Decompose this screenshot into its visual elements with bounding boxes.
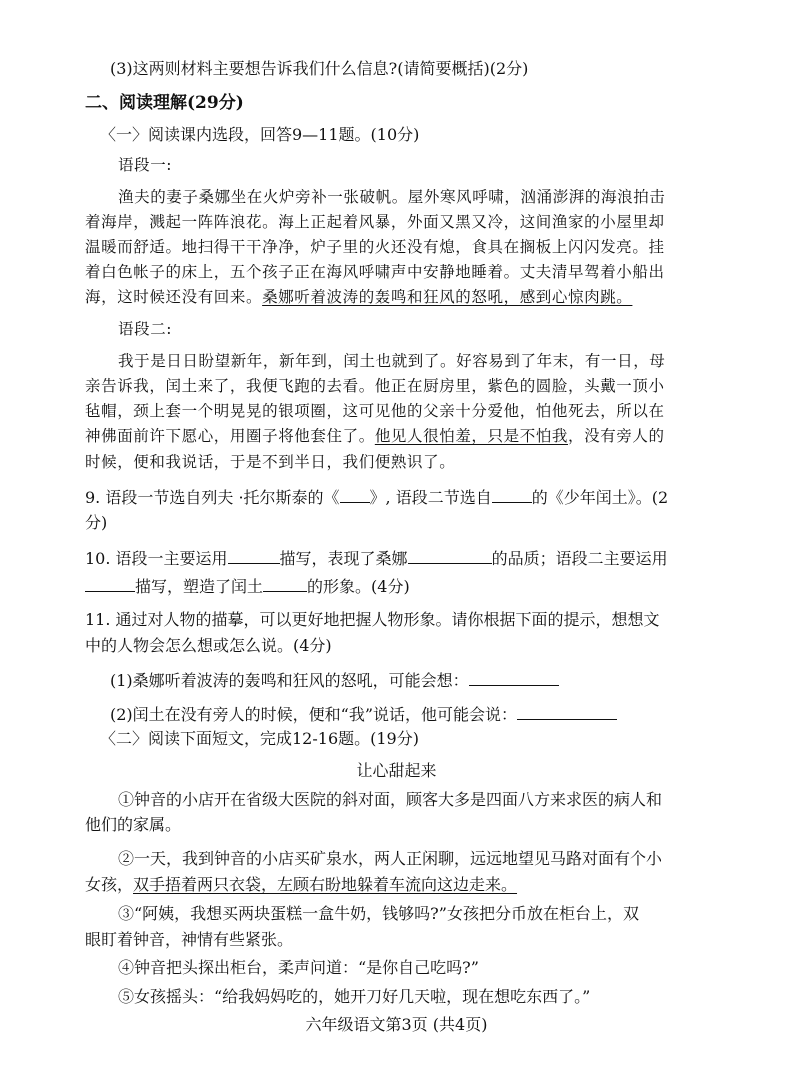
- q10-text: 的品质；语段二主要运用: [491, 549, 668, 568]
- underlined-sentence: 双手捂着两只衣袋，左顾右盼地躲着车流向这边走来。: [133, 875, 518, 894]
- part1-intro: 〈一〉阅读课内选段，回答9—11题。(10分): [100, 125, 420, 144]
- answer-blank[interactable]: [469, 669, 559, 686]
- passage1-line: [85, 286, 632, 308]
- question-10: [85, 547, 668, 570]
- passage1-line: 渔夫的妻子桑娜坐在火炉旁补一张破帆。屋外寒风呼啸，汹涌澎湃的海浪拍击: [118, 188, 666, 206]
- passage1-line: 着白色帐子的床上，五个孩子正在海风呼啸声中安静地睡着。丈夫清早驾着小船出: [85, 263, 665, 281]
- passage1-line: 着海岸，溅起一阵阵浪花。海上正起着风暴，外面又黑又冷，这间渔家的小屋里却: [85, 213, 665, 231]
- passage1-label: 语段一:: [118, 156, 173, 174]
- underlined-sentence: 桑娜听着波涛的轰鸣和狂风的怒吼，感到心惊肉跳。: [262, 288, 633, 306]
- question-9: [85, 486, 668, 509]
- passage1-line: 温暖而舒适。地扫得干干净净，炉子里的火还没有熄，食具在搁板上闪闪发亮。挂: [85, 238, 665, 256]
- answer-blank[interactable]: [340, 486, 370, 503]
- answer-blank[interactable]: [408, 547, 492, 564]
- article-paragraph: ④钟音把头探出柜台，柔声问道：“是你自己吃吗?”: [118, 958, 479, 977]
- q11-text: (2)闰土在没有旁人的时候，便和“我”说话，他可能会说：: [110, 705, 518, 724]
- passage2-line: [85, 425, 665, 447]
- article-paragraph: 他们的家属。: [85, 815, 182, 834]
- question-11-cont: 中的人物会怎么想或怎么说。(4分): [85, 636, 332, 655]
- question-3: (3)这两则材料主要想告诉我们什么信息?(请简要概括)(2分): [110, 59, 529, 78]
- passage2-text: ，没有旁人的: [568, 427, 665, 445]
- q9-text: 》, 语段二节选自: [369, 488, 492, 507]
- passage2-line: 亲告诉我，闰土来了，我便飞跑的去看。他正在厨房里，紫色的圆脸，头戴一顶小: [85, 377, 665, 395]
- q10-text: 描写，塑造了闰土: [135, 577, 264, 596]
- article-title: 让心甜起来: [356, 761, 437, 780]
- article-paragraph: ②一天，我到钟音的小店买矿泉水，两人正闲聊，远远地望见马路对面有个小: [118, 849, 663, 868]
- q9-text: 的《少年闰土》。(2: [531, 488, 669, 507]
- answer-blank[interactable]: [228, 547, 280, 564]
- question-10-cont: [85, 575, 410, 598]
- article-paragraph: ①钟音的小店开在省级大医院的斜对面，顾客大多是四面八方来求医的病人和: [118, 790, 663, 809]
- passage2-text: 神佛面前许下愿心，用圈子将他套住了。: [85, 427, 375, 445]
- article-paragraph: ⑤女孩摇头：“给我妈妈吃的，她开刀好几天啦，现在想吃东西了。”: [118, 987, 591, 1006]
- passage2-line: 我于是日日盼望新年，新年到，闰土也就到了。好容易到了年末，有一日，母: [118, 352, 666, 370]
- article-paragraph: [85, 874, 517, 896]
- q10-text: 描写，表现了桑娜: [279, 549, 408, 568]
- article-paragraph: 眼盯着钟音，神情有些紧张。: [85, 930, 294, 949]
- passage2-line: 毡帽，颈上套一个明晃晃的银项圈，这可见他的父亲十分爱他，怕他死去，所以在: [85, 402, 665, 420]
- passage2-line: 时候，便和我说话，于是不到半日，我们便熟识了。: [85, 453, 456, 471]
- question-11-sub2: [110, 703, 617, 726]
- q10-text: 的形象。(4分): [307, 577, 410, 596]
- question-11: 11. 通过对人物的描摹，可以更好地把握人物形象。请你根据下面的提示，想想文: [85, 610, 660, 629]
- question-11-sub1: [110, 669, 559, 692]
- section-heading: 二、阅读理解(29分): [85, 93, 244, 113]
- passage2-label: 语段二:: [118, 320, 173, 338]
- q9-text: 9. 语段一节选自列夫 ·托尔斯泰的《: [85, 488, 340, 507]
- answer-blank[interactable]: [263, 575, 307, 592]
- passage1-text: 海，这时候还没有回来。: [85, 288, 263, 306]
- answer-blank[interactable]: [492, 486, 532, 503]
- underlined-sentence: 他见人很怕羞，只是不怕我: [374, 427, 569, 445]
- page-footer: 六年级语文第3页 (共4页): [305, 1015, 488, 1034]
- q11-text: (1)桑娜听着波涛的轰鸣和狂风的怒吼，可能会想：: [110, 671, 469, 690]
- q10-text: 10. 语段一主要运用: [85, 549, 228, 568]
- answer-blank[interactable]: [517, 703, 617, 720]
- article-text: 女孩，: [85, 875, 134, 894]
- part2-intro: 〈二〉阅读下面短文，完成12-16题。(19分): [100, 729, 419, 748]
- answer-blank[interactable]: [85, 575, 135, 592]
- article-paragraph: ③“阿姨，我想买两块蛋糕一盒牛奶，钱够吗?”女孩把分币放在柜台上，双: [118, 904, 639, 923]
- question-9-cont: 分): [85, 513, 108, 532]
